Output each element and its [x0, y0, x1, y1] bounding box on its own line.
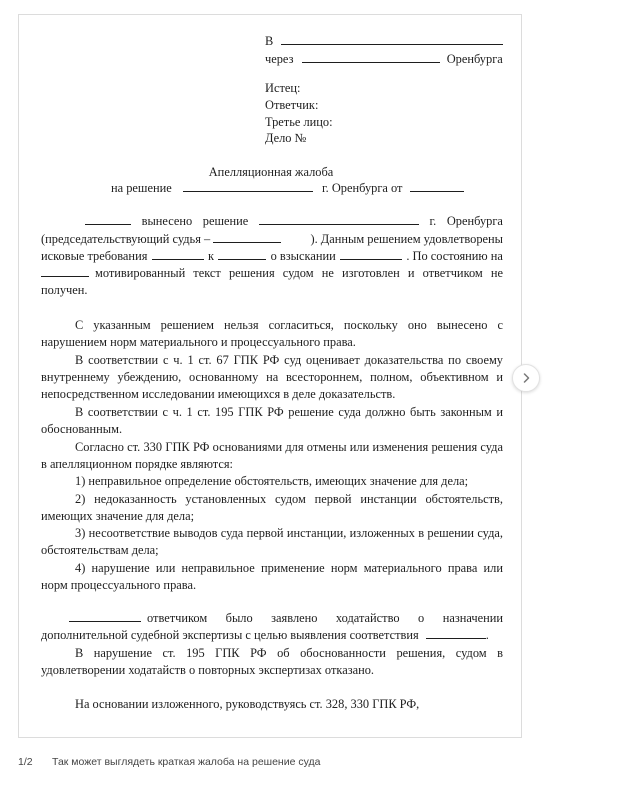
p5-line-1: Согласно ст. 330 ГПК РФ основаниями для отмены или изменения решения суда [75, 440, 503, 454]
p3-line-2: внутреннему убеждению, основанному на всестороннем, полном, объективном и [41, 370, 503, 384]
list-item-2-line-2: имеющих значение для дела; [41, 509, 195, 523]
p1-l2-text-a [41, 232, 281, 247]
p6-line-2 [41, 628, 489, 643]
p1-l3-b: к [208, 249, 215, 263]
date-blank [85, 214, 131, 225]
decision-blank [183, 181, 313, 192]
chevron-right-icon [520, 372, 532, 384]
complaint-document [19, 15, 523, 739]
gallery-next-button[interactable] [512, 364, 540, 392]
plaintiff-label: Истец: [265, 81, 301, 95]
header-via-line [265, 52, 503, 67]
document-subtitle [111, 181, 464, 196]
list-item-3-line-2: обстоятельствам дела; [41, 543, 159, 557]
p2-line-2: нарушением норм материального и процессуального права. [41, 335, 356, 349]
gallery-caption: Так может выглядеть краткая жалоба на решение суда [52, 756, 321, 768]
p2-line-1: С указанным решением нельзя согласиться, поскольку оно вынесено с [75, 318, 503, 332]
expertise-blank [426, 628, 486, 639]
list-item-2-line-1: 2) недоказанность установленных судом первой инстанции обстоятельств, [75, 492, 503, 506]
defendant-blank [218, 249, 266, 260]
p7-line-2: удовлетворении ходатайств о повторных экспертизах отказано. [41, 663, 375, 677]
gallery-counter: 1/2 [18, 756, 33, 768]
header-to-label: В [265, 34, 274, 48]
p1-line-2 [41, 232, 503, 247]
p1-l4: мотивированный текст решения судом не изготовлен и ответчиком не [95, 266, 503, 280]
p6-l1-text: ответчиком было заявлено ходатайство о назначении [147, 611, 503, 625]
p1-l3-d: . По состоянию на [406, 249, 503, 263]
header-via-label: через [265, 52, 294, 66]
p1-word: Оренбурга [446, 214, 503, 228]
decision-date-blank [410, 181, 464, 192]
p1-word: г. [429, 214, 437, 228]
p7-line-1: В нарушение ст. 195 ГПК РФ об обоснованности решения, судом в [75, 646, 503, 660]
list-item-3-line-1: 3) несоответствие выводов суда первой инстанции, изложенных в решении суда, [75, 526, 503, 540]
list-item-4-line-2: норм процессуального права. [41, 578, 197, 592]
header-via-city: Оренбурга [446, 52, 503, 66]
motion-date-blank [69, 611, 141, 622]
status-date-blank [41, 266, 89, 277]
p3-line-1: В соответствии с ч. 1 ст. 67 ГПК РФ суд оценивает доказательства по своему [75, 353, 503, 367]
p1-line-3 [41, 249, 503, 264]
claim-blank [340, 249, 402, 260]
p1-word: решение [202, 214, 249, 228]
third-party-label: Третье лицо: [265, 115, 333, 129]
p1-l2-b: ). Данным решением удовлетворены [310, 232, 503, 246]
p1-line-4 [41, 266, 503, 281]
defendant-label: Ответчик: [265, 98, 319, 112]
judge-blank [213, 232, 281, 243]
p4-line-1: В соответствии с ч. 1 ст. 195 ГПК РФ решение суда должно быть законным и [75, 405, 503, 419]
p3-line-3: непосредственном исследовании имеющихся в деле доказательств. [41, 387, 396, 401]
p6-l2-a: дополнительной судебной экспертизы с целью выявления соответствия [41, 628, 419, 642]
p6-line-1 [69, 611, 503, 626]
p5-line-2: в апелляционном порядке являются: [41, 457, 233, 471]
p8-line: На основании изложенного, руководствуясь ст. 328, 330 ГПК РФ, [75, 697, 420, 711]
p1-line-5: получен. [41, 283, 88, 297]
p1-line-1 [85, 214, 503, 229]
p1-word: вынесено [141, 214, 193, 228]
via-court-blank [302, 52, 440, 63]
p1-l3-c: о взыскании [270, 249, 336, 263]
list-item-1: 1) неправильное определение обстоятельств, имеющих значение для дела; [75, 474, 469, 488]
document-title: Апелляционная жалоба [208, 165, 334, 179]
case-number-label: Дело № [265, 131, 307, 145]
court-blank [259, 214, 419, 225]
court-name-blank [281, 34, 503, 45]
document-page [18, 14, 522, 738]
header-to-line [265, 34, 503, 49]
p4-line-2: обоснованным. [41, 422, 123, 436]
list-item-4-line-1: 4) нарушение или неправильное применение норм материального права или [75, 561, 503, 575]
subtitle-prefix: на решение [111, 181, 172, 195]
plaintiff-blank [152, 249, 204, 260]
subtitle-city: г. Оренбурга от [321, 181, 403, 195]
p6-l2-b: . [485, 628, 489, 642]
p1-l2-a: (председательствующий судья – [41, 232, 211, 246]
p1-l3-a: исковые требования [41, 249, 148, 263]
